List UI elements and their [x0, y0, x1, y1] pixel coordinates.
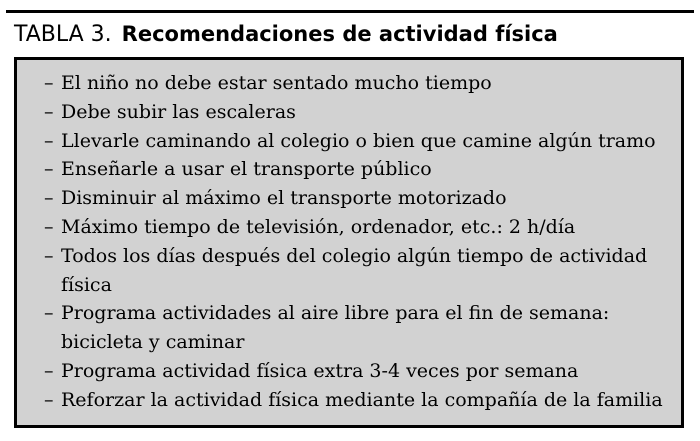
list-item — [17, 184, 681, 213]
list-item-text: Programa actividades al aire libre para el fin de semana: bicicleta y caminar — [61, 302, 610, 354]
list-item-text: Llevarle caminando al colegio o bien que camine algún tramo — [61, 129, 656, 152]
list-item — [17, 386, 681, 415]
list-item — [17, 98, 681, 127]
bullet-dash: – — [44, 187, 54, 210]
table-label: TABLA 3. — [14, 22, 112, 47]
list-item — [17, 299, 681, 357]
list-item — [17, 242, 681, 300]
table-caption — [14, 16, 558, 52]
recommendations-list — [17, 69, 681, 415]
list-item — [17, 69, 681, 98]
bullet-dash: – — [44, 100, 54, 123]
list-item-text: Máximo tiempo de televisión, ordenador, etc.: 2 h/día — [61, 215, 576, 238]
bullet-dash: – — [44, 158, 54, 181]
list-item-text: Programa actividad física extra 3-4 veces por semana — [61, 359, 579, 382]
bullet-dash: – — [44, 302, 54, 325]
bullet-dash: – — [44, 215, 54, 238]
bullet-dash: – — [44, 388, 54, 411]
bullet-dash: – — [44, 359, 54, 382]
table-title: Recomendaciones de actividad física — [121, 22, 558, 46]
list-item-text: Enseñarle a usar el transporte público — [61, 158, 432, 181]
top-rule — [6, 10, 694, 13]
list-item — [17, 357, 681, 386]
list-item — [17, 127, 681, 156]
bullet-dash: – — [44, 129, 54, 152]
list-item — [17, 155, 681, 184]
recommendations-box — [14, 57, 684, 428]
list-item-text: Disminuir al máximo el transporte motorizado — [61, 187, 507, 210]
list-item-text: El niño no debe estar sentado mucho tiempo — [61, 72, 492, 94]
bullet-dash: – — [44, 244, 54, 267]
list-item-text: Reforzar la actividad física mediante la compañía de la familia — [61, 388, 663, 411]
bullet-dash: – — [44, 72, 54, 94]
list-item-text: Debe subir las escaleras — [61, 100, 296, 123]
list-item-text: Todos los días después del colegio algún tiempo de actividad física — [61, 244, 648, 296]
list-item — [17, 213, 681, 242]
